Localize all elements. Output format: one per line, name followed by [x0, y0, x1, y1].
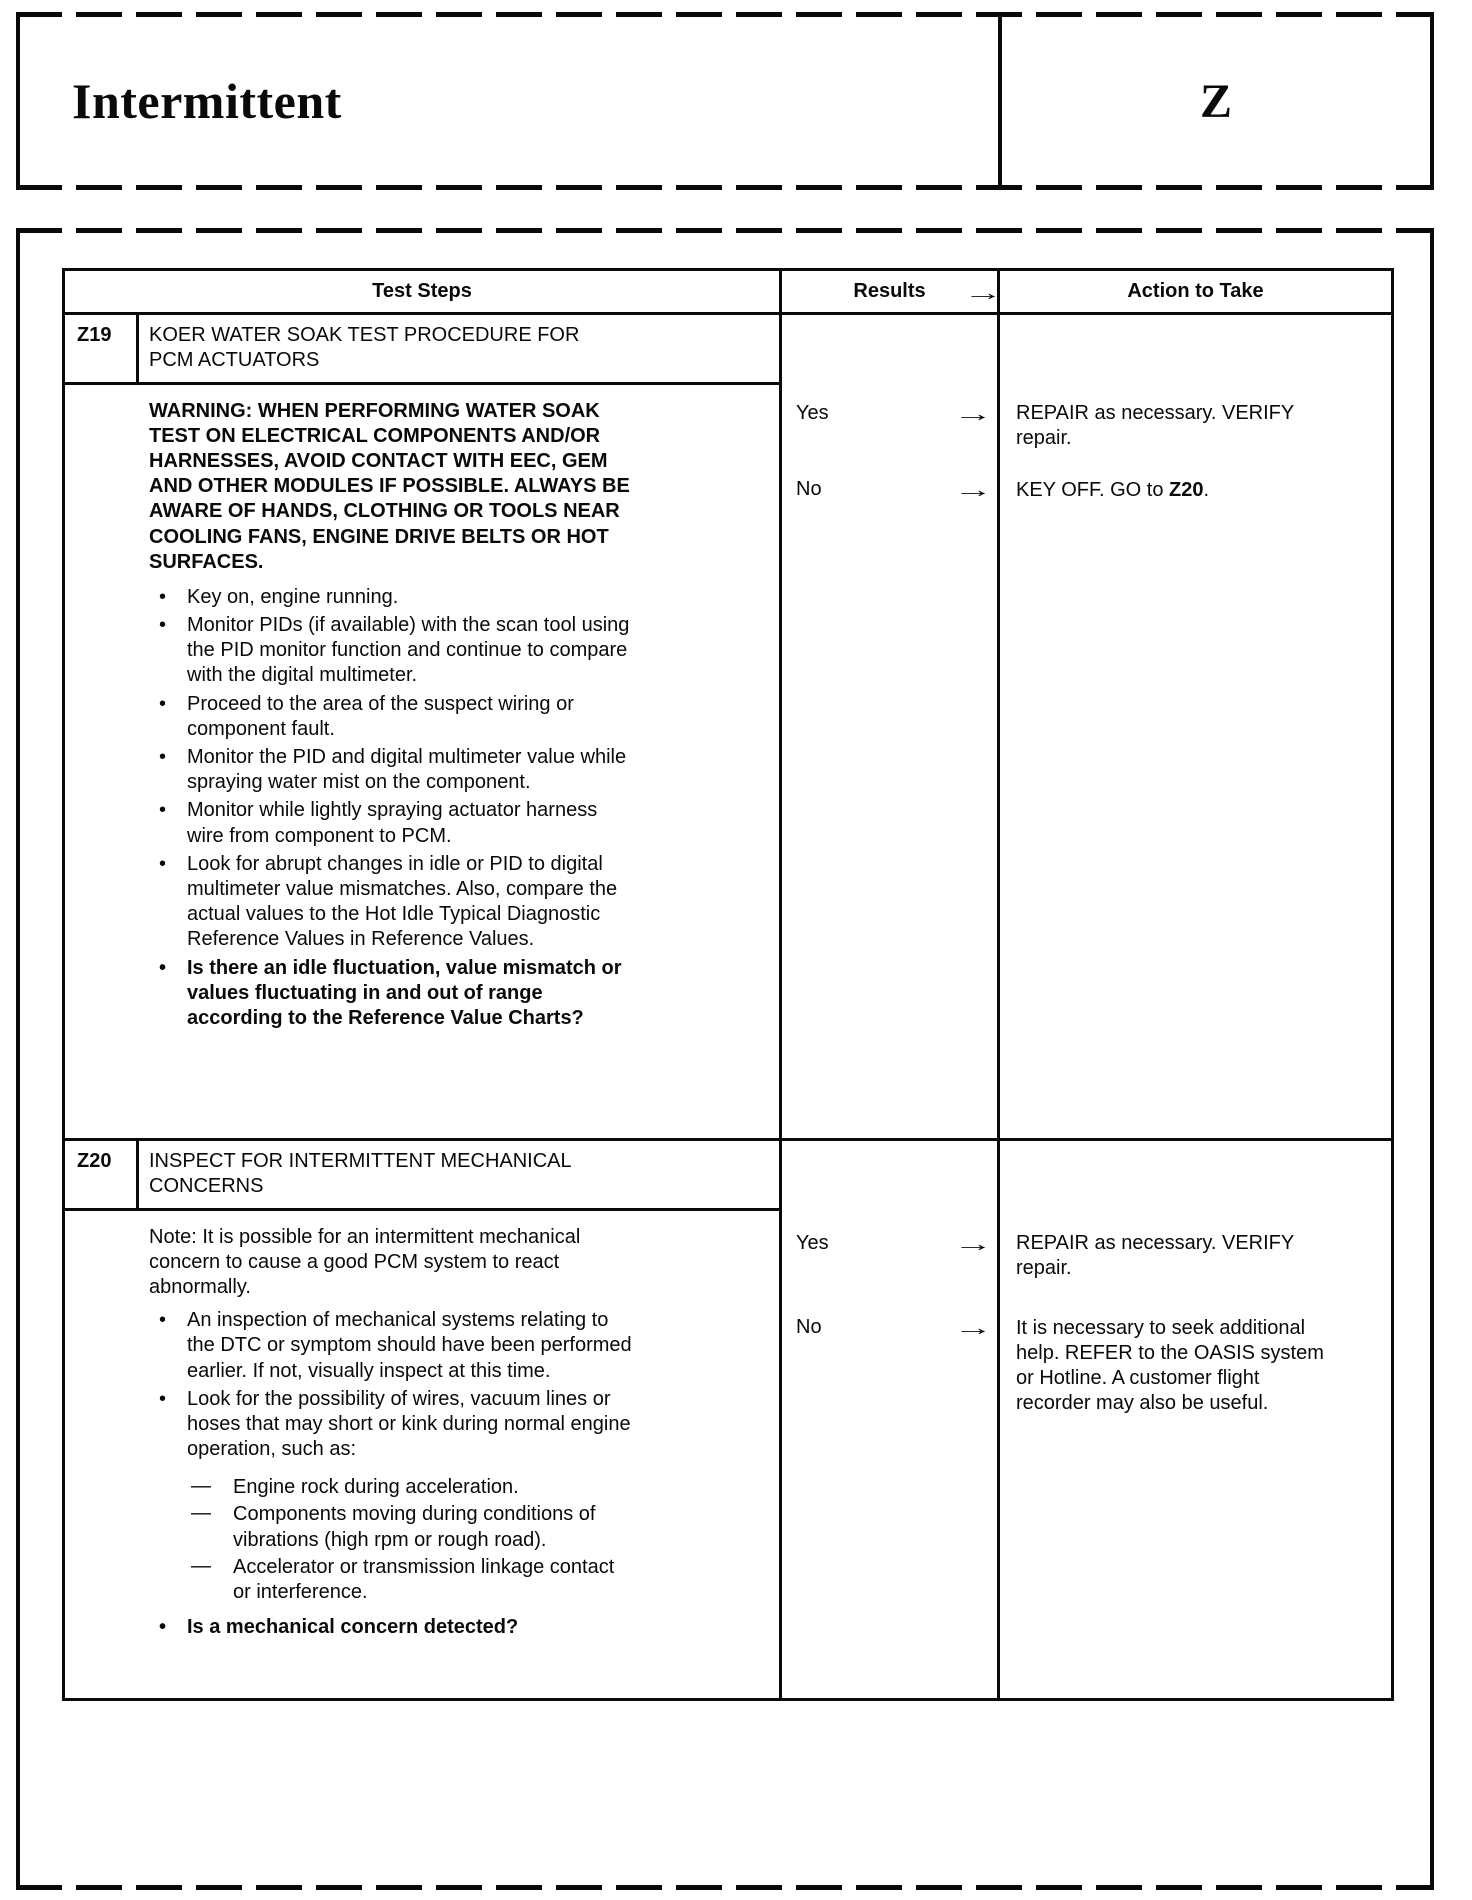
- bullet-icon: •: [159, 746, 167, 768]
- sub-item-text: Components moving during conditions of vibrations (high rpm or rough road).: [233, 1503, 596, 1551]
- z19-action-yes-text: REPAIR as necessary. VERIFY repair.: [1016, 402, 1294, 450]
- dash-icon: —: [191, 1475, 211, 1498]
- z20-bullet-list: [149, 1308, 761, 1462]
- bullet-icon: •: [159, 614, 167, 637]
- test-step-row-z20: [65, 1141, 1391, 1698]
- z19-step-body: [65, 385, 779, 1048]
- z19-test-steps-cell: [65, 315, 782, 1138]
- yes-label: Yes: [796, 1232, 829, 1255]
- z20-action-yes: [1016, 1231, 1335, 1281]
- list-item-question: [149, 956, 761, 1032]
- sub-list-item: [187, 1502, 761, 1552]
- bullet-text: Monitor while lightly spraying actuator harness wire from component to PCM.: [187, 799, 598, 847]
- column-header-results: [782, 271, 1003, 312]
- header-title-cell: [20, 12, 1002, 190]
- z20-step-title-cell: [139, 1141, 779, 1207]
- list-item: [149, 745, 761, 795]
- list-item-question: [149, 1615, 761, 1640]
- z19-bullet-list: [149, 585, 761, 1031]
- bullet-icon: •: [159, 1309, 167, 1332]
- right-arrow-icon: →: [953, 477, 993, 503]
- page-header-banner: [16, 12, 1434, 190]
- content-frame: [16, 228, 1434, 1890]
- z19-step-title: KOER WATER SOAK TEST PROCEDURE FOR PCM ACTUATORS: [149, 324, 580, 372]
- bullet-text: Look for abrupt changes in idle or PID to digital multimeter value mismatches. Also, compare the actual values to the Hot Idle Typical Diagnostic Reference Values in Reference Values.: [187, 852, 618, 951]
- column-header-test-steps: [65, 271, 782, 312]
- pinpoint-test-table: [62, 268, 1394, 1701]
- z20-question-list: [149, 1615, 761, 1640]
- table-header-row: [65, 271, 1391, 315]
- z19-action-no-suffix: .: [1203, 478, 1210, 501]
- bullet-icon: •: [159, 692, 167, 715]
- sub-item-text: Accelerator or transmission linkage contact or interference.: [233, 1555, 615, 1603]
- z20-title-band: [65, 1141, 779, 1210]
- bullet-icon: •: [159, 1387, 167, 1410]
- list-item: [149, 1387, 761, 1463]
- action-to-take-label: Action to Take: [1127, 280, 1264, 302]
- yes-label: Yes: [796, 402, 829, 425]
- bullet-icon: •: [159, 956, 167, 979]
- z20-action-cell: [1000, 1141, 1391, 1698]
- z20-step-title: INSPECT FOR INTERMITTENT MECHANICAL CONCERNS: [149, 1150, 571, 1198]
- section-letter: Z: [1199, 74, 1232, 128]
- z20-note-text: Note: It is possible for an intermittent mechanical concern to cause a good PCM system to react abnormally.: [149, 1225, 581, 1298]
- z20-dash-sublist: [187, 1475, 761, 1605]
- right-arrow-icon: →: [953, 1315, 993, 1341]
- dash-icon: —: [191, 1502, 211, 1525]
- no-label: No: [796, 1316, 822, 1339]
- bullet-text: Look for the possibility of wires, vacuum lines or hoses that may short or kink during normal engine operation, such as:: [187, 1387, 631, 1461]
- header-section-cell: [1002, 12, 1430, 190]
- z20-result-no: [796, 1315, 993, 1341]
- z20-action-yes-text: REPAIR as necessary. VERIFY repair.: [1016, 1232, 1294, 1280]
- z19-action-no-prefix: KEY OFF. GO to: [1016, 478, 1170, 501]
- z20-step-id: Z20: [65, 1141, 139, 1207]
- sub-list-item: [187, 1475, 761, 1500]
- z19-action-no-step-ref: Z20: [1169, 478, 1204, 501]
- z19-step-title-cell: [139, 315, 779, 381]
- bullet-text: Proceed to the area of the suspect wiring or component fault.: [187, 692, 574, 740]
- sub-item-text: Engine rock during acceleration.: [233, 1476, 519, 1499]
- results-label: Results: [853, 280, 926, 302]
- list-item: [149, 613, 761, 689]
- z19-title-band: [65, 315, 779, 384]
- bullet-text: Monitor the PID and digital multimeter value while spraying water mist on the component.: [187, 746, 627, 794]
- z19-action-no: [1016, 478, 1335, 503]
- z19-action-cell: [1000, 315, 1391, 1138]
- bullet-icon: •: [159, 852, 167, 875]
- bullet-text: Key on, engine running.: [187, 585, 399, 608]
- sub-list-item: [187, 1555, 761, 1605]
- z20-result-yes: [796, 1231, 993, 1257]
- z19-result-no: [796, 477, 993, 503]
- bullet-icon: •: [159, 799, 167, 822]
- z20-action-no-text: It is necessary to seek additional help. REFER to the OASIS system or Hotline. A customer flight recorder may also be useful.: [1016, 1316, 1324, 1415]
- z20-test-steps-cell: [65, 1141, 782, 1698]
- right-arrow-icon: →: [953, 401, 993, 427]
- bullet-icon: •: [159, 1616, 167, 1639]
- list-item: [149, 852, 761, 953]
- page-title: Intermittent: [72, 73, 342, 129]
- no-label: No: [796, 478, 822, 501]
- z19-action-no-text: [1016, 478, 1335, 503]
- list-item: [149, 798, 761, 848]
- z20-question-text: Is a mechanical concern detected?: [187, 1616, 519, 1639]
- z19-question-text: Is there an idle fluctuation, value mismatch or values fluctuating in and out of range according to the Reference Value Charts?: [187, 956, 622, 1029]
- bullet-text: Monitor PIDs (if available) with the scan tool using the PID monitor function and continue to compare with the digital multimeter.: [187, 614, 630, 687]
- right-arrow-icon: →: [963, 280, 1003, 305]
- z19-step-id: Z19: [65, 315, 139, 381]
- z19-warning-text: WARNING: WHEN PERFORMING WATER SOAK TEST ON ELECTRICAL COMPONENTS AND/OR HARNESSES, AVOID CONTACT WITH EEC, GEM AND OTHER MODULES IF POSSIBLE. ALWAYS BE AWARE OF HANDS, CLOTHING OR TOOLS NEAR COOLING FANS, ENGINE DRIVE BELTS OR HOT SURFACES.: [149, 399, 630, 573]
- list-item: [149, 692, 761, 742]
- dash-icon: —: [191, 1554, 211, 1577]
- list-item: [149, 1308, 761, 1384]
- z19-results-cell: [782, 315, 1000, 1138]
- bullet-text: An inspection of mechanical systems relating to the DTC or symptom should have been performed earlier. If not, visually inspect at this time.: [187, 1309, 632, 1382]
- z20-step-body: [65, 1211, 779, 1657]
- test-step-row-z19: [65, 315, 1391, 1141]
- right-arrow-icon: →: [953, 1231, 993, 1257]
- test-steps-label: Test Steps: [372, 280, 472, 302]
- list-item: [149, 585, 761, 610]
- z20-action-no: [1016, 1316, 1335, 1417]
- z20-results-cell: [782, 1141, 1000, 1698]
- z19-action-yes: [1016, 401, 1335, 451]
- z19-result-yes: [796, 401, 993, 427]
- column-header-action: [1000, 271, 1391, 312]
- bullet-icon: •: [159, 585, 167, 608]
